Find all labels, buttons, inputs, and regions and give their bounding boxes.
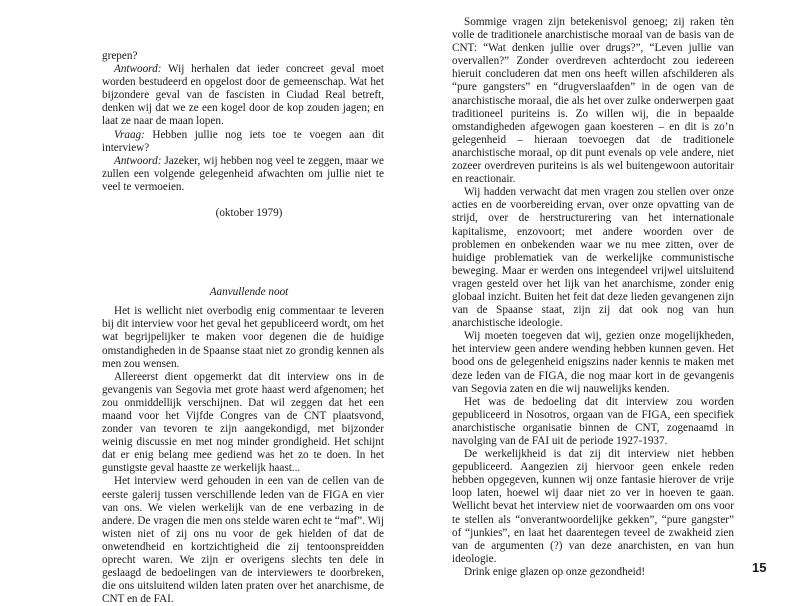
answer-label: Antwoord: [114,154,162,167]
page-number: 15 [752,560,767,575]
answer-text: Wij herhalen dat ieder concreet geval moet worden bestudeerd en opgelost door de gemeenschap. Wat het bijzondere geval van de fascisten in Ciudad Real betreft, denken wij dat we ze een kogel door de kop zouden jagen; en laat ze naar de maan lopen. [102,63,384,128]
right-column [452,16,734,579]
answer-paragraph-2 [102,155,384,194]
right-paragraph: Het was de bedoeling dat dit interview zou worden gepubliceerd in Nosotros, orgaan van de FIGA, een specifiek anarchistische organisatie binnen de CNT, zogenaamd in navolging van de FAI uit de periode 1927-1937. [452,395,734,447]
intro-fragment: grepen? [102,50,138,62]
question-text: Hebben jullie nog iets toe te voegen aan dit interview? [102,128,384,154]
answer-label: Antwoord: [114,63,162,76]
right-paragraph: Sommige vragen zijn betekenisvol genoeg; zij raken tèn volle de traditionele anarchistische moraal van de basis van de CNT: “Wat denken jullie over drugs?”, “Leven jullie van overvallen?” Zonder overdreven achterdocht zou iedereen hieruit concluderen dat men ons heeft willen afschilderen als “pure gangsters” en “drugverslaafden” in de ogen van de anarchistische moraal, die als het over zulke onderwerpen gaat traditioneel puriteins is. Zo willen wij, die in bepaalde omstandigheden afgewogen gaan koesteren – en dit is zo’n gelegenheid – hieraan toevoegen dat de traditionele anarchistische moraal, op dit punt evenals op vele andere, niet zozeer overdreven puriteins is als wel buitengewoon autoritair en reactionair. [452,16,734,186]
answer-paragraph-1 [102,63,384,128]
left-paragraph: Allereerst dient opgemerkt dat dit interview ons in de gevangenis van Segovia met grote haast werd afgenomen; het zou onmiddellijk verschijnen. Dat wil zeggen dat het een maand voor het Vijfde Congres van de CNT plaatsvond, zonder van tevoren te zijn aangekondigd, met bijzonder weinig discussie en met nog minder grondigheid. Het schijnt dat er enig belang mee gediend was het zo te doen. In het gunstigste geval haastte ze werkelijk haast... [102,370,384,475]
right-paragraph: De werkelijkheid is dat zij dit interview niet hebben gepubliceerd. Aangezien zij hiervoor geen enkele reden hebben opgegeven, kunnen wij onze fantasie hierover de vrije loop laten, hoewel wij daar niet zo ver in hoeven te gaan. Wellicht bevat het interview niet de voorwaarden om ons voor te stellen als “onverantwoordelijke gekken”, “pure gangster” of “junkies”, en laat het daarentegen teveel de zwakheid zien van de argumenten (?) van deze anarchisten, en van hun ideologie. [452,448,734,565]
note-heading: Aanvullende noot [209,286,289,299]
interview-date: (oktober 1979) [215,207,283,220]
right-paragraph: Wij moeten toegeven dat wij, gezien onze mogelijkheden, het interview geen andere wending hebben kunnen geven. Het bood ons de gelegenheid enigszins nader kennis te maken met deze leden van de FIGA, die nog maar kort in de gevangenis van Segovia zaten en die wij nauwelijks kenden. [452,330,734,395]
right-paragraph: Wij hadden verwacht dat men vragen zou stellen over onze acties en de voorbereiding ervan, over onze opvatting van de strijd, over de herstructurering van het internationale kapitalisme, enzovoort; met andere woorden over de problemen en onbekenden waar we nu mee zitten, over de huidige problematiek van de werkelijke communistische beweging. Maar er werden ons integendeel vrijwel uitsluitend vragen gesteld over het lijk van het anarchisme, zonder enig globaal inzicht. Buiten het feit dat deze lieden gevangenen zijn van de Spaanse staat, zijn zij dat ook nog van hun anarchistische ideologie. [452,186,734,330]
left-paragraph: Het interview werd gehouden in een van de cellen van de eerste galerij tussen verschillende leden van de FIGA en vier van ons. We vielen werkelijk van de ene verbazing in de andere. De vragen die men ons stelde waren echt te “maf”. Wij wisten niet of zij ons nu voor de gek hielden of dat de onwetendheid en kortzichtigheid die zij tentoonspreidden oprecht waren. We zijn er overigens slechts ten dele in geslaagd de bedoelingen van de interviewers te doorbreken, die ons uitsluitend wilden laten praten over het anarchisme, de CNT en de FAI. [102,475,384,606]
left-column [102,50,384,606]
left-paragraph: Het is wellicht niet overbodig enig commentaar te leveren bij dit interview voor het geval het gepubliceerd wordt, om het wat begrijpelijker te maken voor degenen die de huidige omstandigheden in de Spaanse staat niet zo grondig kennen als men zou wensen. [102,305,384,370]
question-label: Vraag: [114,128,145,141]
question-paragraph [102,129,384,155]
answer-text: Jazeker, wij hebben nog veel te zeggen, maar we zullen een volgende gelegenheid afwachten om jullie niet te veel te vermoeien. [102,154,384,193]
right-paragraph: Drink enige glazen op onze gezondheid! [464,565,646,578]
